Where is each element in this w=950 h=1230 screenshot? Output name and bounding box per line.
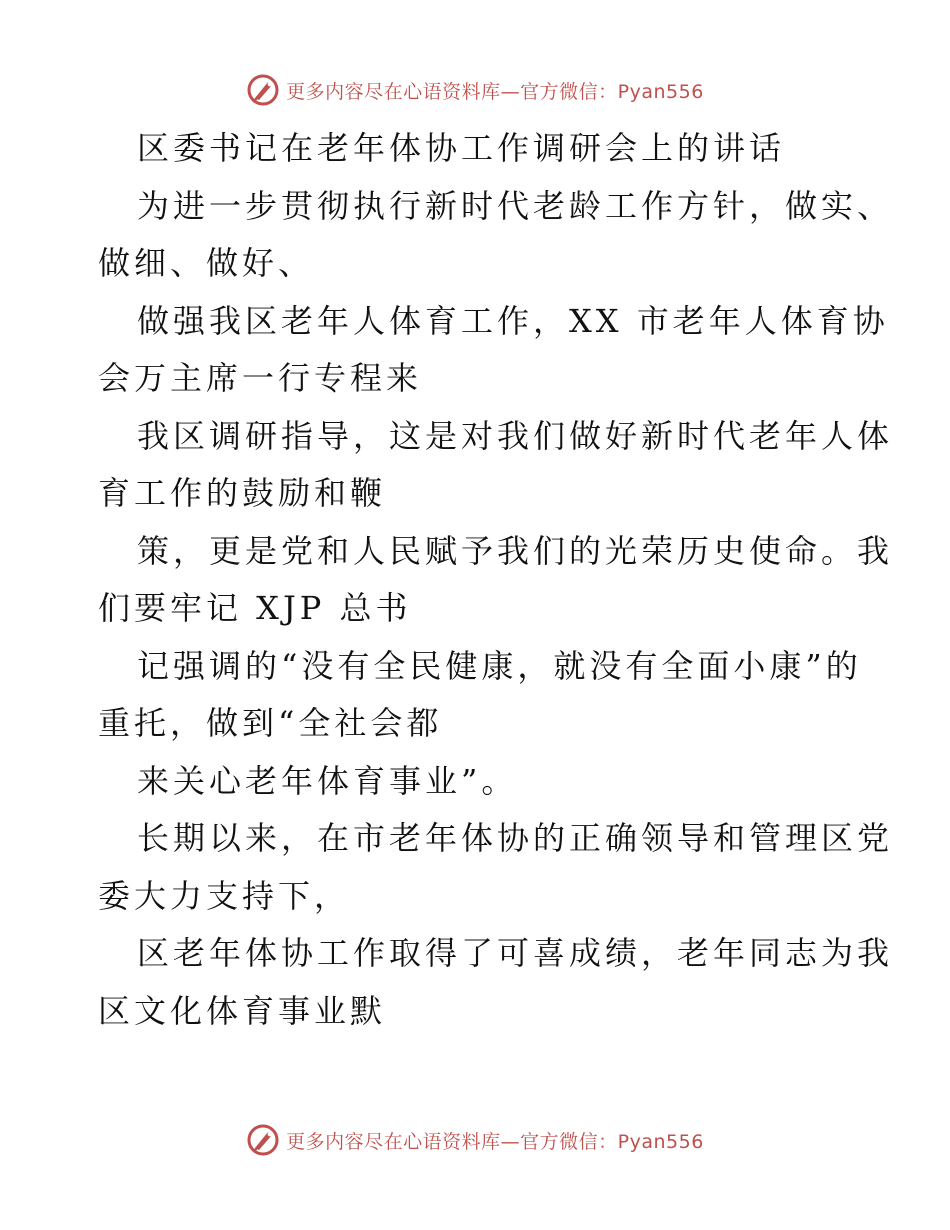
footer-banner [0, 1120, 950, 1160]
text-line: 会万主席一行专程来 [98, 359, 423, 397]
text-line: 们要牢记 XJP 总书 [98, 589, 412, 627]
text-line: 育工作的鼓励和鞭 [98, 474, 387, 512]
header-banner [0, 70, 950, 110]
text-line: 为进一步贯彻执行新时代老龄工作方针，做实、 [137, 186, 894, 225]
text-line: 做强我区老年人体育工作，XX 市老年人体育协 [137, 301, 889, 340]
text-line: 委大力支持下， [98, 876, 351, 915]
text-line: 长期以来，在市老年体协的正确领导和管理区党 [137, 819, 894, 857]
text-line: 区文化体育事业默 [98, 991, 387, 1030]
text-line: 策，更是党和人民赋予我们的光荣历史使命。我 [137, 531, 894, 570]
text-line: 重托，做到“全社会都 [98, 704, 443, 742]
footer-banner-text: 更多内容尽在心语资料库—官方微信：Pyan556 [286, 1130, 704, 1153]
text-line: 区老年体协工作取得了可喜成绩，老年同志为我 [137, 934, 894, 972]
header-banner-text: 更多内容尽在心语资料库—官方微信：Pyan556 [286, 80, 704, 103]
text-line: 来关心老年体育事业”。 [137, 761, 518, 800]
text-line: 做细、做好、 [98, 244, 315, 282]
quill-logo-icon [246, 73, 280, 107]
quill-logo-icon [246, 1123, 280, 1157]
text-line: 区委书记在老年体协工作调研会上的讲话 [137, 129, 786, 167]
text-line: 记强调的“没有全民健康，就没有全面小康”的 [137, 646, 862, 685]
document-body [98, 120, 894, 1040]
text-line: 我区调研指导，这是对我们做好新时代老年人体 [137, 416, 894, 455]
